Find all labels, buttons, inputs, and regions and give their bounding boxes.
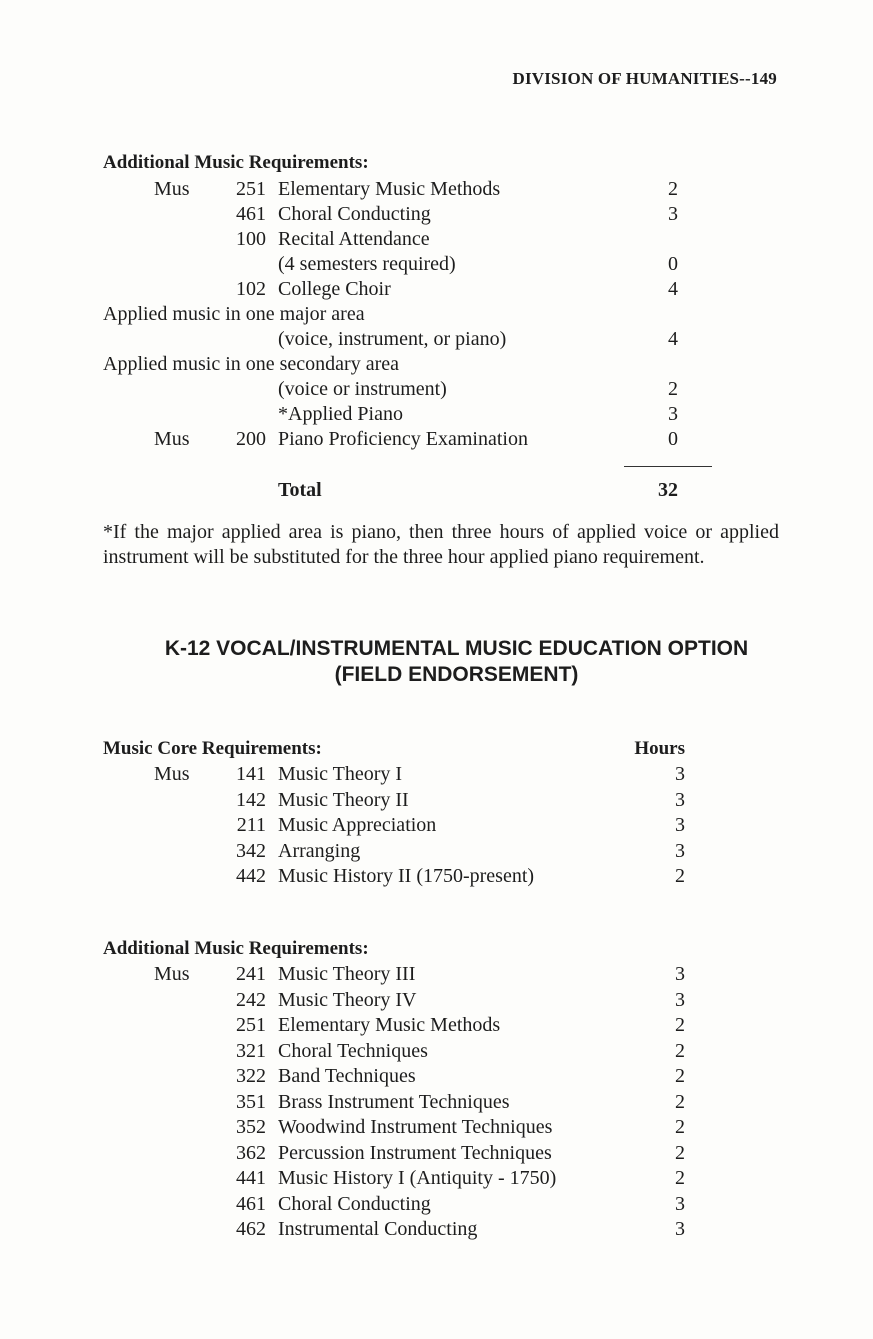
course-title: Music Appreciation	[278, 814, 437, 836]
running-head: DIVISION OF HUMANITIES--149	[512, 69, 777, 88]
course-title: (4 semesters required)	[278, 253, 456, 275]
course-hours: 3	[675, 1192, 685, 1215]
course-row	[0, 814, 873, 839]
course-number: 211	[236, 814, 266, 836]
total-rule	[624, 466, 712, 467]
section-heading-additional-2: Additional Music Requirements:	[103, 938, 369, 959]
course-row	[0, 1142, 873, 1167]
course-number: 241	[236, 963, 266, 985]
course-hours: 0	[668, 253, 678, 275]
course-hours: 3	[675, 988, 685, 1011]
course-row	[0, 963, 873, 988]
course-row	[0, 1091, 873, 1116]
course-number: 352	[236, 1116, 266, 1138]
course-hours: 3	[675, 814, 685, 836]
course-row	[0, 1193, 873, 1218]
course-title: College Choir	[278, 278, 391, 300]
course-row	[0, 1040, 873, 1065]
course-number: 441	[236, 1167, 266, 1189]
course-hours: 3	[675, 1218, 685, 1240]
course-title: Choral Conducting	[278, 203, 431, 225]
course-hours: 2	[675, 1167, 685, 1189]
course-title: Arranging	[278, 839, 361, 862]
course-hours: 3	[668, 203, 678, 225]
course-number: 251	[236, 178, 266, 200]
course-row	[0, 203, 873, 228]
course-hours: 2	[668, 178, 678, 200]
hours-heading: Hours	[634, 738, 685, 759]
course-hours: 3	[675, 963, 685, 985]
course-hours: 2	[675, 1141, 685, 1164]
course-row	[0, 378, 873, 403]
course-number: 251	[236, 1014, 266, 1036]
total-row	[0, 479, 873, 504]
course-row	[0, 303, 873, 328]
course-title: Choral Techniques	[278, 1039, 428, 1062]
course-title: Choral Conducting	[278, 1192, 431, 1215]
option-title-line2: (FIELD ENDORSEMENT)	[334, 663, 579, 686]
course-title: Elementary Music Methods	[278, 1014, 501, 1036]
total-value: 32	[658, 479, 678, 501]
course-number: 442	[236, 865, 266, 887]
option-title-line1: K-12 VOCAL/INSTRUMENTAL MUSIC EDUCATION OPTION	[164, 637, 749, 660]
footnote: *If the major applied area is piano, then three hours of applied voice or applied instrument will be substituted for the three hour applied piano requirement.	[103, 521, 779, 568]
requirement-lead: Applied music in one secondary area	[103, 353, 400, 375]
course-number: 462	[236, 1218, 266, 1240]
course-row	[0, 763, 873, 788]
course-hours: 2	[675, 1014, 685, 1036]
course-row	[0, 353, 873, 378]
course-dept: Mus	[154, 963, 190, 985]
course-number: 141	[236, 763, 266, 785]
course-title: Music Theory II	[278, 788, 409, 811]
course-row	[0, 428, 873, 453]
course-row	[0, 989, 873, 1014]
course-row	[0, 1065, 873, 1090]
course-title: Music History II (1750-present)	[278, 865, 535, 887]
course-dept: Mus	[154, 178, 190, 200]
course-number: 100	[236, 228, 266, 250]
course-row	[0, 865, 873, 890]
course-row	[0, 403, 873, 428]
course-number: 351	[236, 1090, 266, 1113]
course-row	[0, 1014, 873, 1039]
course-title: Elementary Music Methods	[278, 178, 501, 200]
course-hours: 2	[668, 378, 678, 400]
course-hours: 4	[668, 278, 678, 300]
course-hours: 3	[668, 403, 678, 425]
course-number: 362	[236, 1141, 266, 1164]
course-hours: 3	[675, 763, 685, 785]
course-row	[0, 789, 873, 814]
course-number: 200	[236, 428, 266, 450]
course-title: Music Theory I	[278, 763, 403, 785]
course-title: Music History I (Antiquity - 1750)	[278, 1167, 557, 1189]
course-hours: 2	[675, 865, 685, 887]
course-number: 461	[236, 203, 266, 225]
course-row	[0, 228, 873, 253]
total-label: Total	[278, 479, 322, 501]
course-hours: 2	[675, 1039, 685, 1062]
course-title: Woodwind Instrument Techniques	[278, 1116, 553, 1138]
course-hours: 3	[675, 788, 685, 811]
course-number: 242	[236, 988, 266, 1011]
course-row	[0, 1167, 873, 1192]
course-number: 461	[236, 1192, 266, 1215]
course-title: (voice or instrument)	[278, 378, 447, 400]
course-title: Brass Instrument Techniques	[278, 1090, 510, 1113]
course-hours: 2	[675, 1116, 685, 1138]
course-row	[0, 178, 873, 203]
course-title: Music Theory III	[278, 963, 416, 985]
course-number: 142	[236, 788, 266, 811]
course-number: 322	[236, 1065, 266, 1087]
course-title: *Applied Piano	[278, 403, 403, 425]
course-hours: 2	[675, 1090, 685, 1113]
course-row	[0, 840, 873, 865]
course-hours: 4	[668, 328, 678, 350]
course-title: Instrumental Conducting	[278, 1218, 478, 1240]
course-title: (voice, instrument, or piano)	[278, 328, 507, 350]
course-hours: 0	[668, 428, 678, 450]
core-heading-row	[0, 738, 873, 763]
course-row	[0, 253, 873, 278]
course-title: Percussion Instrument Techniques	[278, 1141, 552, 1164]
course-title: Music Theory IV	[278, 988, 417, 1011]
course-title: Band Techniques	[278, 1065, 416, 1087]
course-hours: 2	[675, 1065, 685, 1087]
course-title: Piano Proficiency Examination	[278, 428, 528, 450]
requirement-lead: Applied music in one major area	[103, 303, 365, 325]
course-row	[0, 328, 873, 353]
course-row	[0, 278, 873, 303]
section-heading-additional-1: Additional Music Requirements:	[103, 152, 369, 173]
option-title	[0, 636, 873, 688]
course-hours: 3	[675, 839, 685, 862]
course-number: 102	[236, 278, 266, 300]
course-number: 342	[236, 839, 266, 862]
course-dept: Mus	[154, 763, 190, 785]
course-row	[0, 1116, 873, 1141]
course-number: 321	[236, 1039, 266, 1062]
course-dept: Mus	[154, 428, 190, 450]
section-heading-core: Music Core Requirements:	[103, 738, 322, 759]
course-row	[0, 1218, 873, 1243]
course-title: Recital Attendance	[278, 228, 430, 250]
